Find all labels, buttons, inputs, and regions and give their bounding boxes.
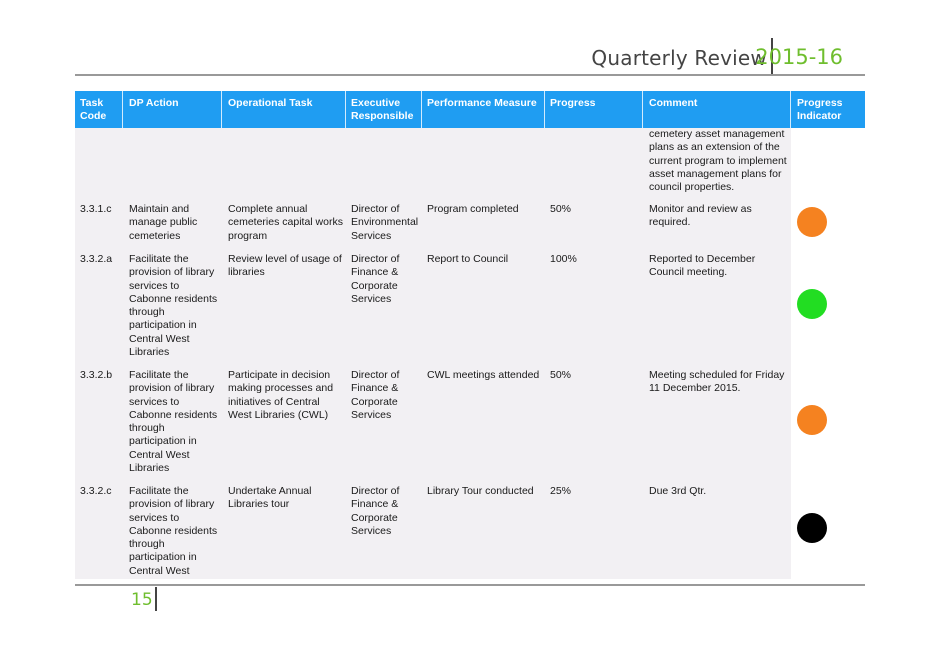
dp-action: Facilitate the provision of library services to Cabonne residents through participation in Central West Libraries: [129, 369, 218, 475]
column-header-performance-measure: Performance Measure: [427, 97, 537, 109]
report-title: Quarterly Review: [591, 46, 767, 70]
operational-task: Participate in decision making processes and initiatives of Central West Libraries (CWL): [228, 369, 334, 421]
table-row: [75, 203, 865, 249]
column-separator: [421, 91, 422, 128]
dp-action: Maintain and manage public cemeteries: [129, 203, 198, 242]
continued-comment: cemetery asset management plans as an extension of the current program to implement asset management plans for council properties.: [649, 128, 787, 194]
column-header-executive-responsible: Executive Responsible: [351, 97, 414, 122]
operational-task: Undertake Annual Libraries tour: [228, 485, 312, 511]
progress-indicator-dot: [797, 289, 827, 319]
task-code: 3.3.2.c: [80, 485, 112, 497]
executive-responsible: Director of Finance & Corporate Services: [351, 485, 400, 537]
progress-indicator-dot: [797, 405, 827, 435]
comment: Reported to December Council meeting.: [649, 253, 756, 279]
column-header-comment: Comment: [649, 97, 698, 109]
table-row: [75, 369, 865, 481]
performance-measure: Program completed: [427, 203, 519, 215]
task-code: 3.3.2.b: [80, 369, 113, 381]
report-year: 2015-16: [755, 45, 843, 69]
task-code: 3.3.1.c: [80, 203, 112, 215]
progress-value: 25%: [550, 485, 572, 497]
comment: Due 3rd Qtr.: [649, 485, 707, 497]
table-row: [75, 485, 865, 579]
operational-task: Review level of usage of libraries: [228, 253, 342, 279]
column-separator: [790, 91, 791, 128]
column-separator: [642, 91, 643, 128]
column-header-progress-indicator: Progress Indicator: [797, 97, 843, 122]
column-header-dp-action: DP Action: [129, 97, 179, 109]
footer-rule: [75, 584, 865, 586]
operational-task: Complete annual cemeteries capital works program: [228, 203, 343, 242]
comment: Monitor and review as required.: [649, 203, 752, 229]
page-number: 15: [131, 590, 153, 610]
column-separator: [122, 91, 123, 128]
executive-responsible: Director of Finance & Corporate Services: [351, 253, 400, 305]
dp-action: Facilitate the provision of library services to Cabonne residents through participation in Central West Libraries: [129, 253, 218, 359]
progress-indicator-dot: [797, 513, 827, 543]
executive-responsible: Director of Finance & Corporate Services: [351, 369, 400, 421]
table-row: [75, 253, 865, 365]
column-header-progress: Progress: [550, 97, 596, 109]
footer-divider: [155, 587, 157, 611]
header-rule: [75, 74, 865, 76]
performance-measure: CWL meetings attended: [427, 369, 540, 381]
page-header: [75, 38, 865, 76]
table-header-row: [75, 91, 865, 128]
performance-measure: Library Tour conducted: [427, 485, 534, 497]
progress-value: 100%: [550, 253, 577, 265]
column-separator: [345, 91, 346, 128]
executive-responsible: Director of Environmental Services: [351, 203, 419, 242]
progress-value: 50%: [550, 203, 572, 215]
performance-measure: Report to Council: [427, 253, 509, 265]
column-separator: [544, 91, 545, 128]
column-header-task-code: Task Code: [80, 97, 107, 122]
column-header-operational-task: Operational Task: [228, 97, 313, 109]
progress-value: 50%: [550, 369, 572, 381]
task-code: 3.3.2.a: [80, 253, 113, 265]
dp-action: Facilitate the provision of library services to Cabonne residents through participation in Central West: [129, 485, 218, 577]
comment: Meeting scheduled for Friday 11 December 2015.: [649, 369, 785, 395]
progress-indicator-dot: [797, 207, 827, 237]
report-table: [75, 91, 865, 579]
column-separator: [221, 91, 222, 128]
